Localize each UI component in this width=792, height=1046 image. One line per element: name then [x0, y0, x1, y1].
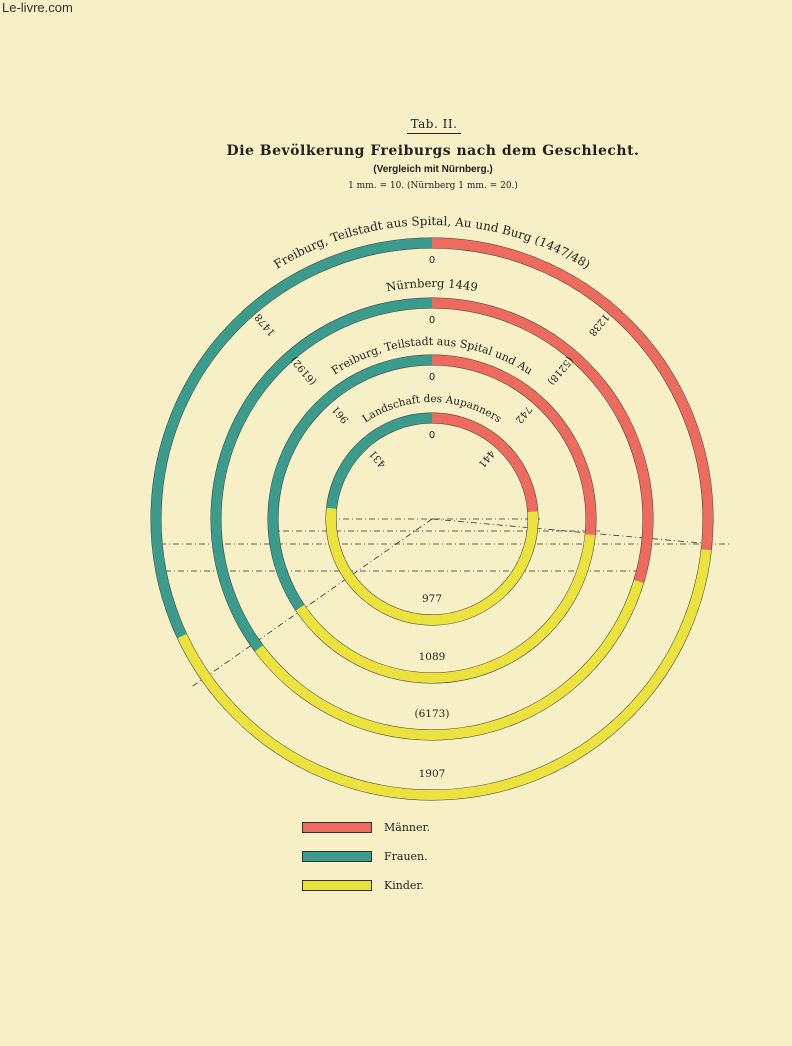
chart-subtitle: (Vergleich mit Nürnberg.) — [373, 164, 493, 175]
ring-4-name: Landschaft des Aupanners — [360, 392, 504, 426]
ring-1-name: Freiburg, Teilstadt aus Spital, Au und Burg (1447/48) — [271, 213, 593, 272]
legend-item-maenner — [302, 820, 430, 834]
ring-4-label-maenner: 441 — [475, 447, 497, 470]
ring-3-name: Freiburg, Teilstadt aus Spital und Au — [329, 334, 535, 378]
ring-2-label-frauen: (6192) — [289, 354, 320, 387]
legend-label-frauen: Frauen. — [384, 849, 428, 863]
table-number: Tab. II. — [0, 117, 792, 134]
legend-item-frauen — [302, 849, 430, 863]
legend-swatch-kinder — [302, 880, 372, 891]
ring-3-segment-maenner — [432, 360, 591, 535]
legend-label-maenner: Männer. — [384, 820, 431, 834]
ring-3-zero-label: 0 — [428, 372, 436, 383]
ring-2-name: Nürnberg 1449 — [385, 275, 479, 295]
ring-4-zero-label: 0 — [428, 430, 436, 441]
watermark: Le-livre.com — [2, 0, 73, 15]
ring-4-label-frauen: 431 — [367, 447, 389, 470]
legend-label-kinder: Kinder. — [384, 878, 424, 892]
legend — [302, 820, 430, 907]
guide-line — [432, 519, 712, 544]
ring-3-label-frauen: 961 — [330, 403, 352, 425]
ring-1-zero-label: 0 — [428, 255, 436, 266]
ring-3-label-maenner: 742 — [512, 403, 534, 425]
ring-1-label-frauen: 1478 — [253, 311, 278, 338]
legend-item-kinder — [302, 878, 430, 892]
ring-2-label-kinder: (6173) — [414, 708, 450, 720]
chart-title: Die Bevölkerung Freiburgs nach dem Geschlecht. — [226, 143, 640, 159]
ring-4-label-kinder: 977 — [421, 593, 443, 605]
ring-2-zero-label: 0 — [428, 315, 436, 326]
ring-2-label-maenner: (5218) — [544, 354, 575, 387]
ring-3-label-kinder: 1089 — [418, 651, 446, 663]
scale-note: 1 mm. = 10. (Nürnberg 1 mm. = 20.) — [348, 181, 518, 191]
legend-swatch-maenner — [302, 822, 372, 833]
legend-swatch-frauen — [302, 851, 372, 862]
ring-1-label-kinder: 1907 — [418, 768, 446, 780]
ring-2-segment-frauen — [216, 303, 432, 648]
ring-1-label-maenner: 1238 — [586, 311, 611, 338]
